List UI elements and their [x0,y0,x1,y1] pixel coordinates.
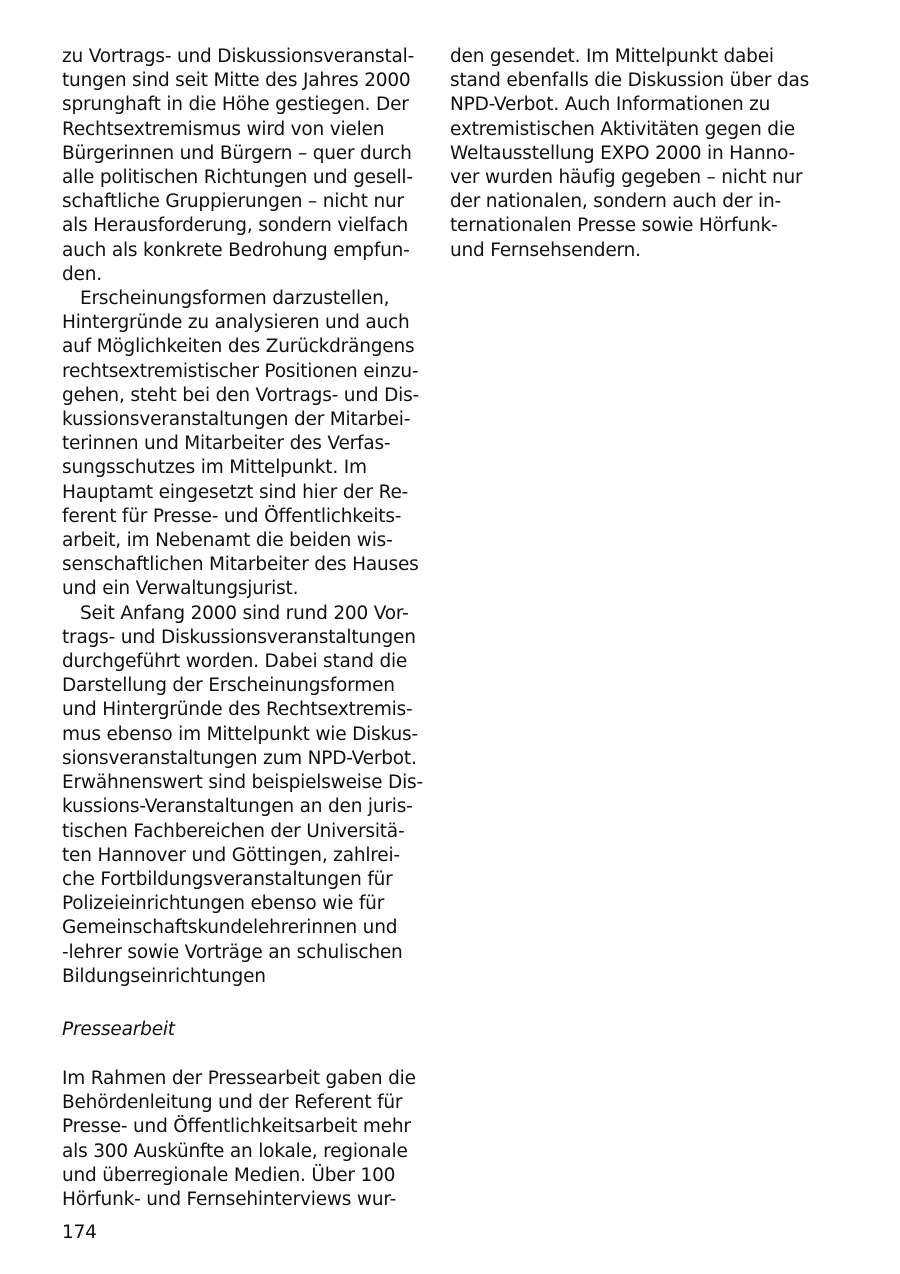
section-heading: Pressearbeit [62,1019,175,1040]
right-column [450,45,820,263]
text-line: alle politischen Richtungen und gesell- [62,167,413,189]
text-line: NPD-Verbot. Auch Informationen zu [450,94,771,116]
text-line: schaftliche Gruppierungen – nicht nur [62,191,404,213]
text-line: auch als konkrete Bedrohung empfun- [62,239,410,261]
text-line: den. [62,263,102,285]
text-line: sungsschutzes im Mittelpunkt. Im [62,457,367,479]
text-line: Hörfunk- und Fernsehinterviews wur- [62,1189,397,1211]
text-line: Hauptamt eingesetzt sind hier der Re- [62,481,409,503]
text-line: Erscheinungsformen darzustellen, [80,288,390,310]
text-line: und überregionale Medien. Über 100 [62,1164,396,1186]
text-line: und Fernsehsendern. [450,239,641,261]
text-line: tungen sind seit Mitte des Jahres 2000 [62,70,411,92]
text-line: durchgeführt worden. Dabei stand die [62,651,408,673]
text-line: Hintergründe zu analysieren und auch [62,312,410,334]
section-paragraph [62,1067,422,1212]
text-line: ten Hannover und Göttingen, zahlrei- [62,844,400,866]
text-line: rechtsextremistischer Positionen einzu- [62,360,419,382]
text-line: che Fortbildungsveranstaltungen für [62,868,393,890]
text-line: terinnen und Mitarbeiter des Verfas- [62,433,391,455]
text-line: Im Rahmen der Pressearbeit gaben die [62,1068,416,1089]
text-line: als 300 Auskünfte an lokale, regionale [62,1140,408,1162]
text-line: den gesendet. Im Mittelpunkt dabei [450,46,774,67]
text-line: sionsveranstaltungen zum NPD-Verbot. [62,747,417,769]
text-line: und Hintergründe des Rechtsextremis- [62,699,413,721]
text-line: Erwähnenswert sind beispielsweise Dis- [62,772,423,794]
text-line: Behördenleitung und der Referent für [62,1092,403,1114]
text-line: Weltausstellung EXPO 2000 in Hanno- [450,142,796,164]
text-line: Bildungseinrichtungen [62,965,266,987]
text-line: der nationalen, sondern auch der in- [450,191,781,213]
text-line: kussionsveranstaltungen der Mitarbei- [62,409,411,431]
text-line: auf Möglichkeiten des Zurückdrängens [62,336,415,358]
text-line: tischen Fachbereichen der Universitä- [62,820,405,842]
text-line: sprunghaft in die Höhe gestiegen. Der [62,94,409,116]
text-line: Seit Anfang 2000 sind rund 200 Vor- [80,602,409,624]
paragraph [62,602,422,989]
text-line: Darstellung der Erscheinungsformen [62,675,395,697]
page-number: 174 [62,1222,97,1243]
paragraph [450,45,820,263]
text-line: als Herausforderung, sondern vielfach [62,215,409,237]
text-line: mus ebenso im Mittelpunkt wie Diskus- [62,723,418,745]
text-line: und ein Verwaltungsjurist. [62,578,299,600]
text-line: kussions-Veranstaltungen an den juris- [62,796,413,818]
text-line: arbeit, im Nebenamt die beiden wis- [62,530,393,552]
text-line: extremistischen Aktivitäten gegen die [450,118,795,140]
text-line: Polizeieinrichtungen ebenso wie für [62,893,385,915]
text-line: -lehrer sowie Vorträge an schulischen [62,941,403,963]
text-line: ferent für Presse- und Öffentlichkeits- [62,505,402,527]
text-line: Gemeinschaftskundelehrerinnen und [62,917,398,939]
text-line: trags- und Diskussionsveranstaltungen [62,626,416,648]
text-line: gehen, steht bei den Vortrags- und Dis- [62,384,419,406]
text-line: zu Vortrags- und Diskussionsveranstal- [62,46,415,67]
text-line: Bürgerinnen und Bürgern – quer durch [62,142,412,164]
text-line: ternationalen Presse sowie Hörfunk- [450,215,778,237]
text-line: stand ebenfalls die Diskussion über das [450,70,810,92]
text-line: Presse- und Öffentlichkeitsarbeit mehr [62,1116,411,1138]
left-column [62,45,422,989]
text-line: Rechtsextremismus wird von vielen [62,118,385,140]
paragraph [62,45,422,287]
text-line: senschaftlichen Mitarbeiter des Hauses [62,554,419,576]
paragraph [62,287,422,602]
text-line: ver wurden häufig gegeben – nicht nur [450,167,803,189]
